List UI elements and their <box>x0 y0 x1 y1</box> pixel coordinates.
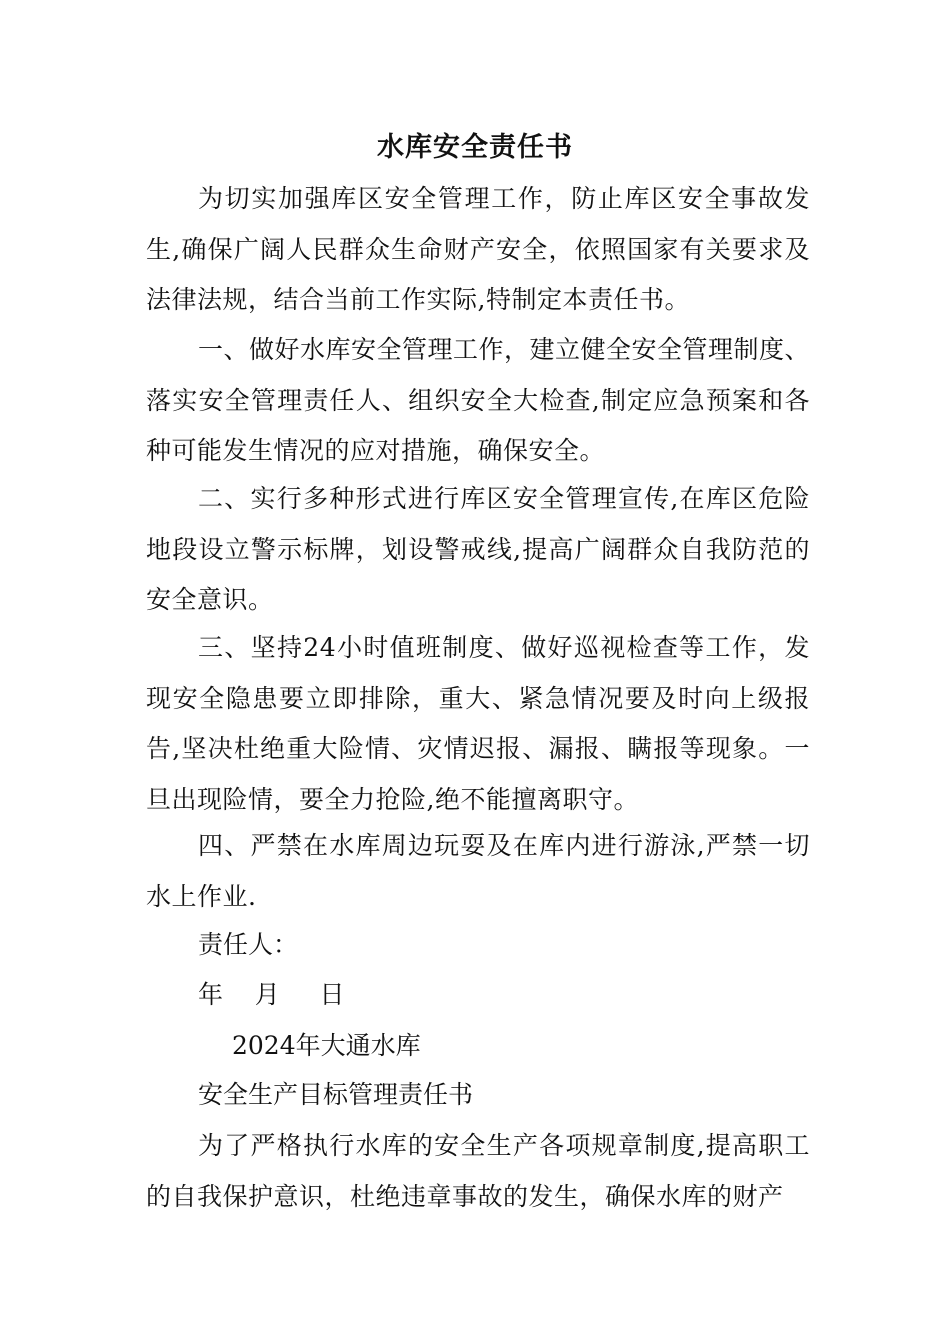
responsible-person-label: 责任人： <box>198 930 299 959</box>
clause-one-paragraph: 一、做好水库安全管理工作，建立健全安全管理制度、落实安全管理责任人、组织安全大检查,制定应急预案和各种可能发生情况的应对措施，确保安全。 <box>146 335 811 465</box>
year-reservoir-line: 2024年大通水库 <box>232 1031 421 1060</box>
clause-two-paragraph: 二、实行多种形式进行库区安全管理宣传,在库区危险地段设立警示标牌，划设警戒线,提高广阔群众自我防范的安全意识。 <box>146 484 810 614</box>
date-line: 年 月 日 <box>198 980 345 1009</box>
document-title: 水库安全责任书 <box>377 132 573 163</box>
section-subtitle: 安全生产目标管理责任书 <box>198 1080 474 1109</box>
clause-four-paragraph: 四、严禁在水库周边玩耍及在库内进行游泳,严禁一切水上作业. <box>146 831 810 911</box>
clause-three-paragraph: 三、坚持24小时值班制度、做好巡视检查等工作，发现安全隐患要立即排除，重大、紧急情况要及时向上级报告,坚决杜绝重大险情、灾情迟报、漏报、瞒报等现象。一旦出现险情，要全力抢险,绝不能擅离职守。 <box>146 633 810 814</box>
intro-paragraph: 为切实加强库区安全管理工作，防止库区安全事故发生,确保广阔人民群众生命财产安全，依照国家有关要求及法律法规，结合当前工作实际,特制定本责任书。 <box>146 184 810 314</box>
final-paragraph: 为了严格执行水库的安全生产各项规章制度,提高职工的自我保护意识，杜绝违章事故的发生，确保水库的财产 <box>146 1131 810 1211</box>
